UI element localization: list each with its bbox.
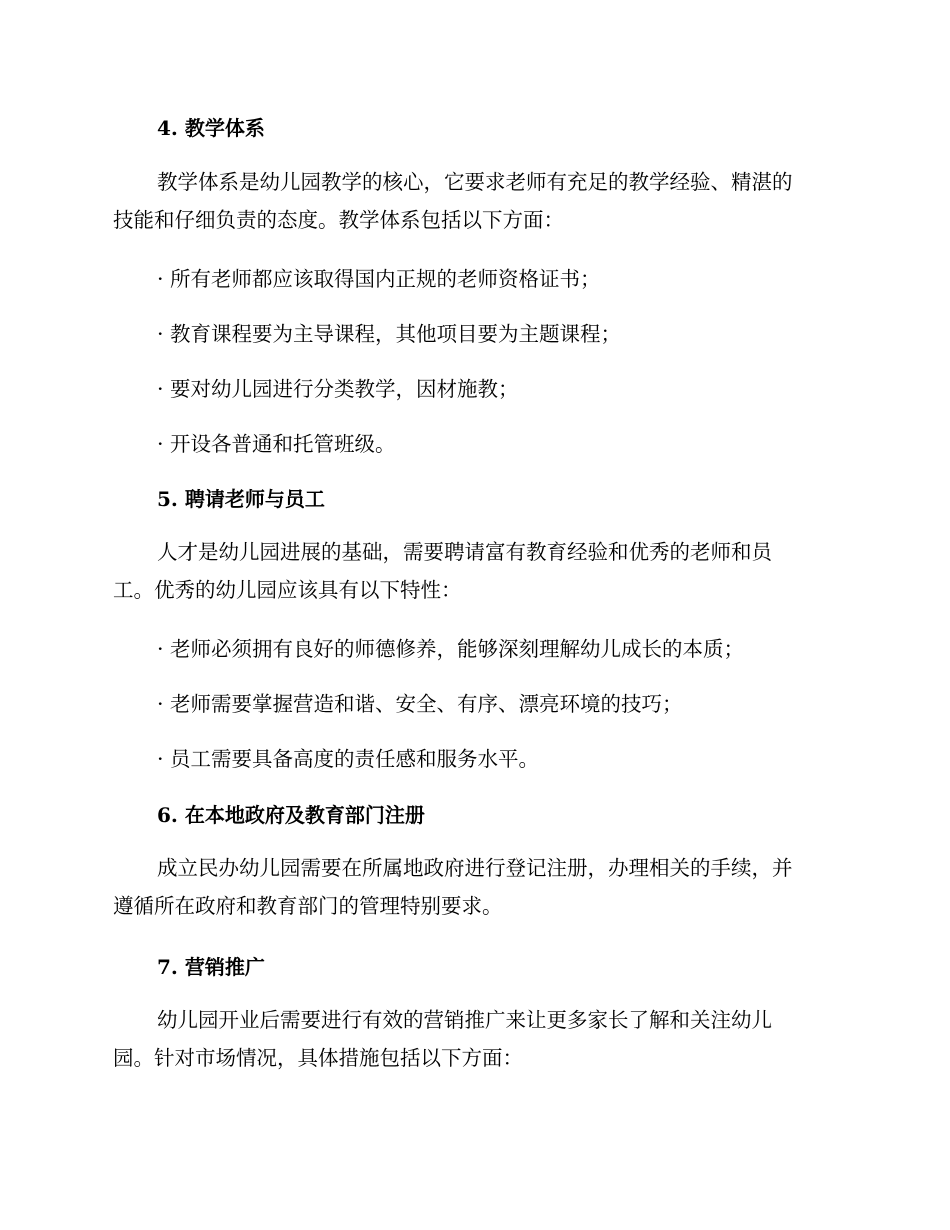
section-paragraph <box>113 1001 833 1077</box>
paragraph-line: 工。优秀的幼儿园应该具有以下特性： <box>113 578 462 602</box>
bullet-item: · 所有老师都应该取得国内正规的老师资格证书； <box>157 267 601 291</box>
bullet-item: · 开设各普通和托管班级。 <box>157 432 396 456</box>
paragraph-line: 技能和仔细负责的态度。教学体系包括以下方面： <box>113 208 564 232</box>
paragraph-line: 教学体系是幼儿园教学的核心，它要求老师有充足的教学经验、精湛的 <box>157 170 793 194</box>
paragraph-line: 遵循所在政府和教育部门的管理特别要求。 <box>113 894 503 918</box>
section-heading: 6. 在本地政府及教育部门注册 <box>157 803 425 827</box>
section-heading: 7. 营销推广 <box>157 955 265 979</box>
section-paragraph <box>113 163 833 239</box>
bullet-item: · 要对幼儿园进行分类教学，因材施教； <box>157 377 519 401</box>
paragraph-line: 成立民办幼儿园需要在所属地政府进行登记注册，办理相关的手续，并 <box>157 856 793 880</box>
bullet-item: · 教育课程要为主导课程，其他项目要为主题课程； <box>157 322 622 346</box>
section-heading: 4. 教学体系 <box>157 116 265 140</box>
bullet-item: · 老师需要掌握营造和谐、安全、有序、漂亮环境的技巧； <box>157 692 683 716</box>
paragraph-line: 园。针对市场情况，具体措施包括以下方面： <box>113 1046 523 1070</box>
bullet-item: · 老师必须拥有良好的师德修养，能够深刻理解幼儿成长的本质； <box>157 637 745 661</box>
section-paragraph <box>113 533 833 609</box>
bullet-item: · 员工需要具备高度的责任感和服务水平。 <box>157 747 540 771</box>
section-paragraph <box>113 849 833 925</box>
paragraph-line: 人才是幼儿园进展的基础，需要聘请富有教育经验和优秀的老师和员 <box>157 540 772 564</box>
section-heading: 5. 聘请老师与员工 <box>157 487 325 511</box>
paragraph-line: 幼儿园开业后需要进行有效的营销推广来让更多家长了解和关注幼儿 <box>157 1008 772 1032</box>
